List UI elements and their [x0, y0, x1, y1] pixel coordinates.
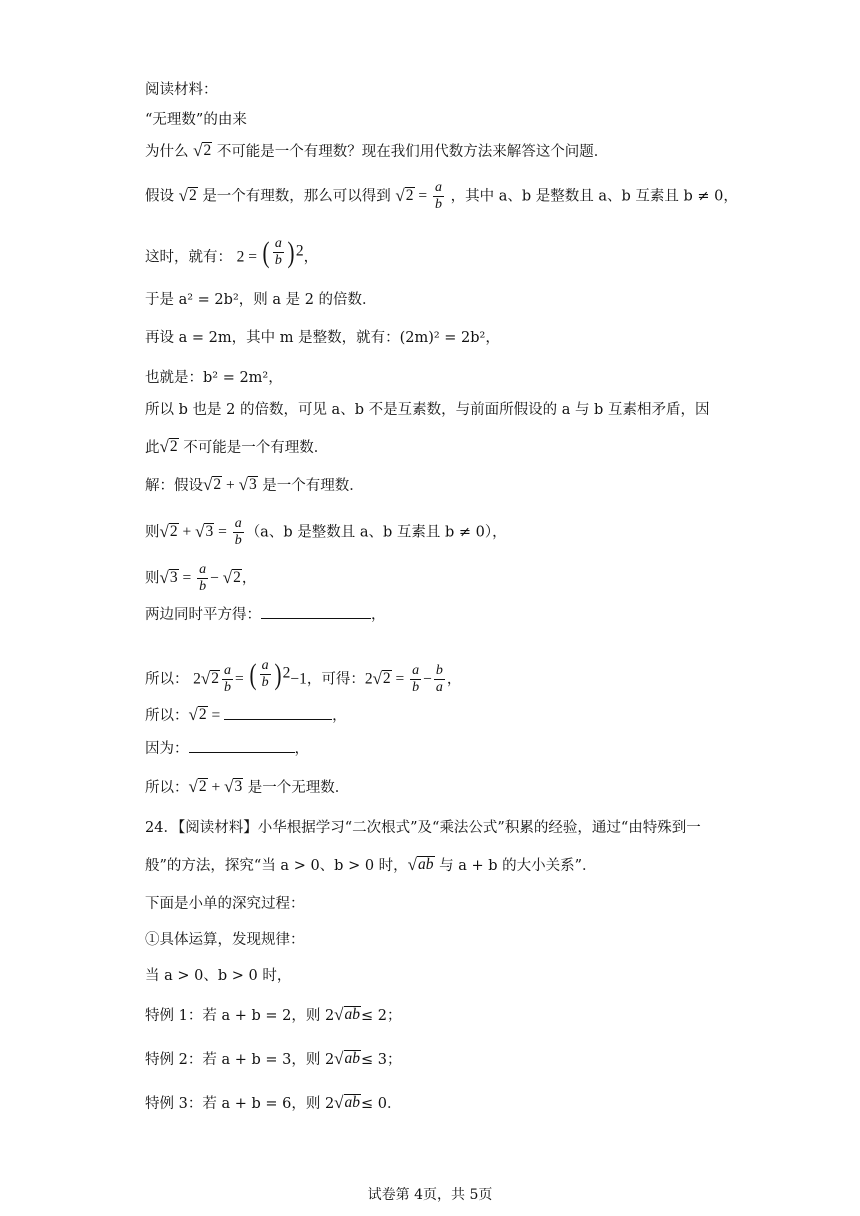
text-line: 于是 a² = 2b²，则 a 是 2 的倍数． [145, 292, 377, 308]
text-line: 般”的方法，探究“当 a > 0、b > 0 时， √ ab 与 a + b 的大小关系”． [145, 855, 597, 874]
text-line: 特例 1：若 a + b = 2，则 2 √ ab ≤ 2； [145, 1005, 402, 1024]
text-line: 则 √ 3 = $\frac{a}{b}$ − √ 2 ， [145, 562, 257, 594]
text-line: 这时，就有： 2 = ( $\frac{a}{b}$ ) $^2$， [145, 235, 319, 269]
text-line: 假设 √ 2 是一个有理数，那么可以得到 √ 2 = $\frac{a}{b}$ ，其中 a、b 是整数且 a、b 互素且 b ≠ 0， [145, 180, 738, 212]
text-line: 则 √ 2 + √ 3 = $\frac{a}{b}$ （a、b 是整数且 a、b 互素且 b ≠ 0）， [145, 516, 507, 548]
text-line: 所以： 2 √ 2 $\frac{a}{b}$ = ( $\frac{a}{b}$ ) $^2$−1，可得：2 √ 2 = $\frac{a}{b}$ − $\frac{b}{a}$ ， [145, 657, 462, 695]
text-line: 阅读材料： [145, 82, 218, 98]
text-line: 也就是：b² = 2m²， [145, 370, 283, 386]
text-line: “无理数”的由来 [145, 112, 247, 128]
text-line: 下面是小单的深究过程： [145, 896, 305, 912]
text-line: 所以： √ 2 + √ 3 是一个无理数． [145, 777, 350, 796]
text-line: 为什么 √ 2 不可能是一个有理数？现在我们用代数方法来解答这个问题． [145, 141, 609, 160]
text-line: 再设 a = 2m，其中 m 是整数，就有：(2m)² = 2b²， [145, 330, 500, 346]
page-footer: 试卷第 4页，共 5页 [367, 1187, 493, 1203]
question-24: 24．【阅读材料】小华根据学习“二次根式”及“乘法公式”积累的经验，通过“由特殊到一 [145, 820, 701, 836]
text-line: ①具体运算，发现规律： [145, 932, 305, 948]
answer-blank[interactable] [224, 705, 332, 720]
text-line: 特例 3：若 a + b = 6，则 2 √ ab ≤ 0． [145, 1093, 402, 1112]
text-line: 所以 b 也是 2 的倍数，可见 a、b 不是互素数，与前面所假设的 a 与 b 互素相矛盾，因 [145, 402, 710, 418]
answer-blank[interactable] [261, 604, 371, 619]
text-line: 特例 2：若 a + b = 3，则 2 √ ab ≤ 3； [145, 1049, 402, 1068]
text-line: 因为： ， [145, 738, 309, 759]
text-line: 解：假设 √ 2 + √ 3 是一个有理数． [145, 475, 364, 494]
text-line: 所以： √ 2 = ， [145, 705, 347, 724]
text-line: 此 √ 2 不可能是一个有理数． [145, 437, 329, 456]
fraction-a-b: $\frac{a}{b}$ [435, 180, 443, 212]
text-line: 当 a > 0、b > 0 时， [145, 968, 292, 984]
answer-blank[interactable] [189, 738, 295, 753]
text-line: 两边同时平方得： ， [145, 604, 386, 625]
sqrt-2: √ 2 [193, 141, 212, 160]
